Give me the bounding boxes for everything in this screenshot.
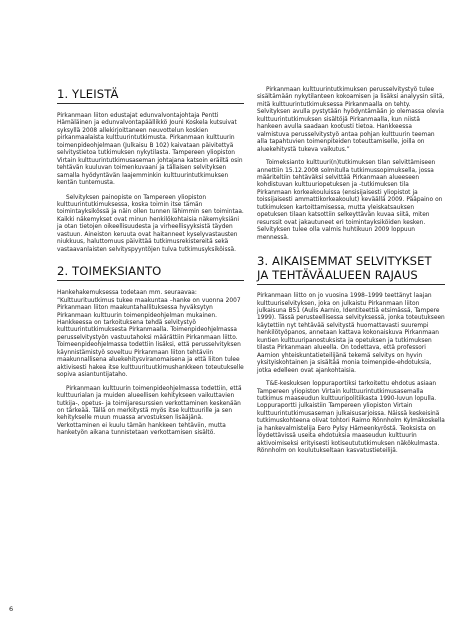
paragraph: Toimeksianto kulttuuri(n)tutkimuksen tilan selvittämiseen annettiin 15.12.2008 solmitulla tutkimussopimuksella, jossa määriteltiin tehtäväksi selvittää Pirkanmaan alueeseen kohdistuvan kulttuuriopetuksen ja -tutkimuksen tila Pirkanmaan korkeakouluissa (ensisijaisesti yliopistot ja toissijaisesti ammattikorkeakoulut) keväällä 2009. Pääpaino on tutkimuksen kartoittamisessa, mutta yleiskatsauksen opetuksen tilaan katsottiin selkeyttävän kuvaa siitä, miten resurssit ovat jakautuneet eri toimintayksiköiden kesken. Selvityksen tulee olla valmis huhtikuun 2009 loppuun mennessä.	[257, 160, 443, 241]
right-column	[257, 87, 445, 456]
section-heading-toimeksianto: 2. TOIMEKSIANTO	[57, 264, 244, 281]
paragraph: Hankehakemuksessa todetaan mm. seuraavaa: ”Kulttuurituutkimus tukee maakuntaa –hanke on vuonna 2007 Pirkanmaan liiton maakuntahallituksessa hyväksytyn Pirkanmaan kulttuurin toimenpideohjelman mukainen. Hankkeessa on tarkoituksena tehdä selvitystyö kulttuurintutkimuksesta Pirkanmaalla. Toimenpideohjelmassa perusselvitystyön vastuutahoksi määrättiin Pirkanmaan liitto. Toimeenpideohjelmassa todettiin lisäksi, että perusselvityksen käynnistämistyö soveltuu Pirkanmaan liiton tehtäviin maakunnallisena aluekehitysviranomaisena ja että liiton tulee aktivisesti hakea itse kulttuurituutkimushankkeen toteutukselle sopiva asiantuntijataho.	[57, 290, 244, 379]
page-number: 6	[9, 605, 14, 613]
paragraph: Pirkanmaan liitto on jo vuosina 1998–1999 teettänyt laajan kulttuuriselvityksen, joka on julkaistu Pirkanmaan liiton julkaisuna B51 (Aulis Aarnio, Identiteettiä etsimässä, Tampere 1999). Tässä perusteellisessa selvityksessä, jonka toteutukseen käytettiin nyt tehtävää selvitystä huomattavasti suurempi henkilötyöpanos, annetaan kattava kokonaiskuva Pirkanmaan kuntien kulttuuripanostuksista ja opetuksen ja tutkimuksen tilasta Pirkanmaan alueella. On todettava, että professori Aarnion yhteiskuntatieteilijänä tekemä selvitys on hyvin yksityiskohtainen ja sisältää monia toimenpide-ehdotuksia, jotka edelleen ovat ajankohtaisia.	[257, 293, 445, 374]
section-heading-yleista: 1. YLEISTÄ	[57, 87, 244, 104]
paragraph: T&E-keskuksen loppuraportiksi tarkoitettu ehdotus asiaan Tampereen yliopiston Virtain kulttuurintutkimusasemalla tutkimus maaseudun kulttuuripolitiikasta 1990-luvun lopulla. Loppuraportti julkaistiin Tampereen yliopiston Virtain kulttuurintutkimusaseman julkaisusarjoissa. Näissä keskeisinä tutkimuskohteena olivat tohtori Raimo Rönnholm Kylmäkoskella ja hankevalmistelija Eero Pylsy Hämeenkyröstä. Teoksista on löydettävissä useita ehdotuksia maaseudun kulttuurin aktivoimiseksi erityisesti kotiseutututkimuksen näkökulmasta. Rönnholm on koulutukseltaan kasvatustieteilijä.	[257, 381, 445, 455]
paragraph: Pirkanmaan liiton edustajat edunvalvontajohtaja Pentti Hämäläinen ja edunvalvontapäällikkö Jouni Koskela kutsuivat syksyllä 2008 allekirjoittaneen neuvottelun koskien pirkanmaalaista kulttuurintutkimusta. Pirkanmaan kulttuurin toimenpideohjelmaan (Julkaisu B 102) kaivataan päivitettyä selvitystietoa tutkimuksen nykytilasta. Tampereen yliopiston Virtain kulttuurintutkimusaseman johtajana katsoin eräiltä osin tehtävän kuuluvan toimenkuvaani ja tällaisen selvityksen samalla hyödyntävän laajemminkin kulttuurintutkimuksen kentän tuntemusta.	[57, 113, 243, 187]
paragraph: Pirkanmaan kulttuurin toimenpideohjelmassa todettiin, että kulttuurialan ja muiden alueellisen kehitykseen vaikuttavien tutkija-, opetus- ja toimijaresurssien verkottaminen keskenään on tärkeää. Tällä on merkitystä myös itse kulttuurille ja sen kehitykselle muun muassa arvostuksen lisääjänä. Verkottaminen ei kuulu tämän hankkeen tehtäviin, mutta hanketyön aikana tunnistetaan verkottamisen sisältö.	[57, 385, 242, 437]
section-heading-aikaisemmat-selvitykset: 3. AIKAISEMMAT SELVITYKSET JA TEHTÄVÄALUEEN RAJAUS	[257, 254, 445, 285]
paragraph: Pirkanmaan kulttuurintutkimuksen perusselvitystyö tulee sisältämään nykytilanteen kokoamisen ja lisäksi analyysin siitä, mitä kulttuurintutkimuksessa Pirkanmaalla on tehty. Selvityksen avulla pystytään hyödyntämään jo olemassa olevia kulttuurintutkimuksen sisältöjä Pirkanmaalla, kun niistä hankeen avulla saadaan kootusti tietoa. Hankkeessa valmistuva perusselvitystyö antaa pohjan kulttuurin teeman alla tapahtuvien toimenpiteiden toteuttamiselle, joilla on aluekehitystä tukeva vaikutus.”	[257, 87, 445, 153]
left-column	[57, 87, 244, 438]
paragraph: Selvityksen painopiste on Tampereen yliopiston kulttuurintutkimuksessa, koska toimin itse tämän toimintayksikössä ja näin ollen tunnen lähimmin sen toimintaa. Kaikki näkemykset ovat minun henkilökohtaisia näkemyksiäni ja otan tietojen oikeellisuudesta ja virheellisyyksistä täyden vastuun. Aineiston keruuta ovat haitanneet kyselyvastausten niukkuus, haluttomuus päivittää tutkimusrekistereitä sekä vastaavanlaisten selvityspyyntöjen tulva tutkimusyksiköissä.	[57, 194, 244, 253]
